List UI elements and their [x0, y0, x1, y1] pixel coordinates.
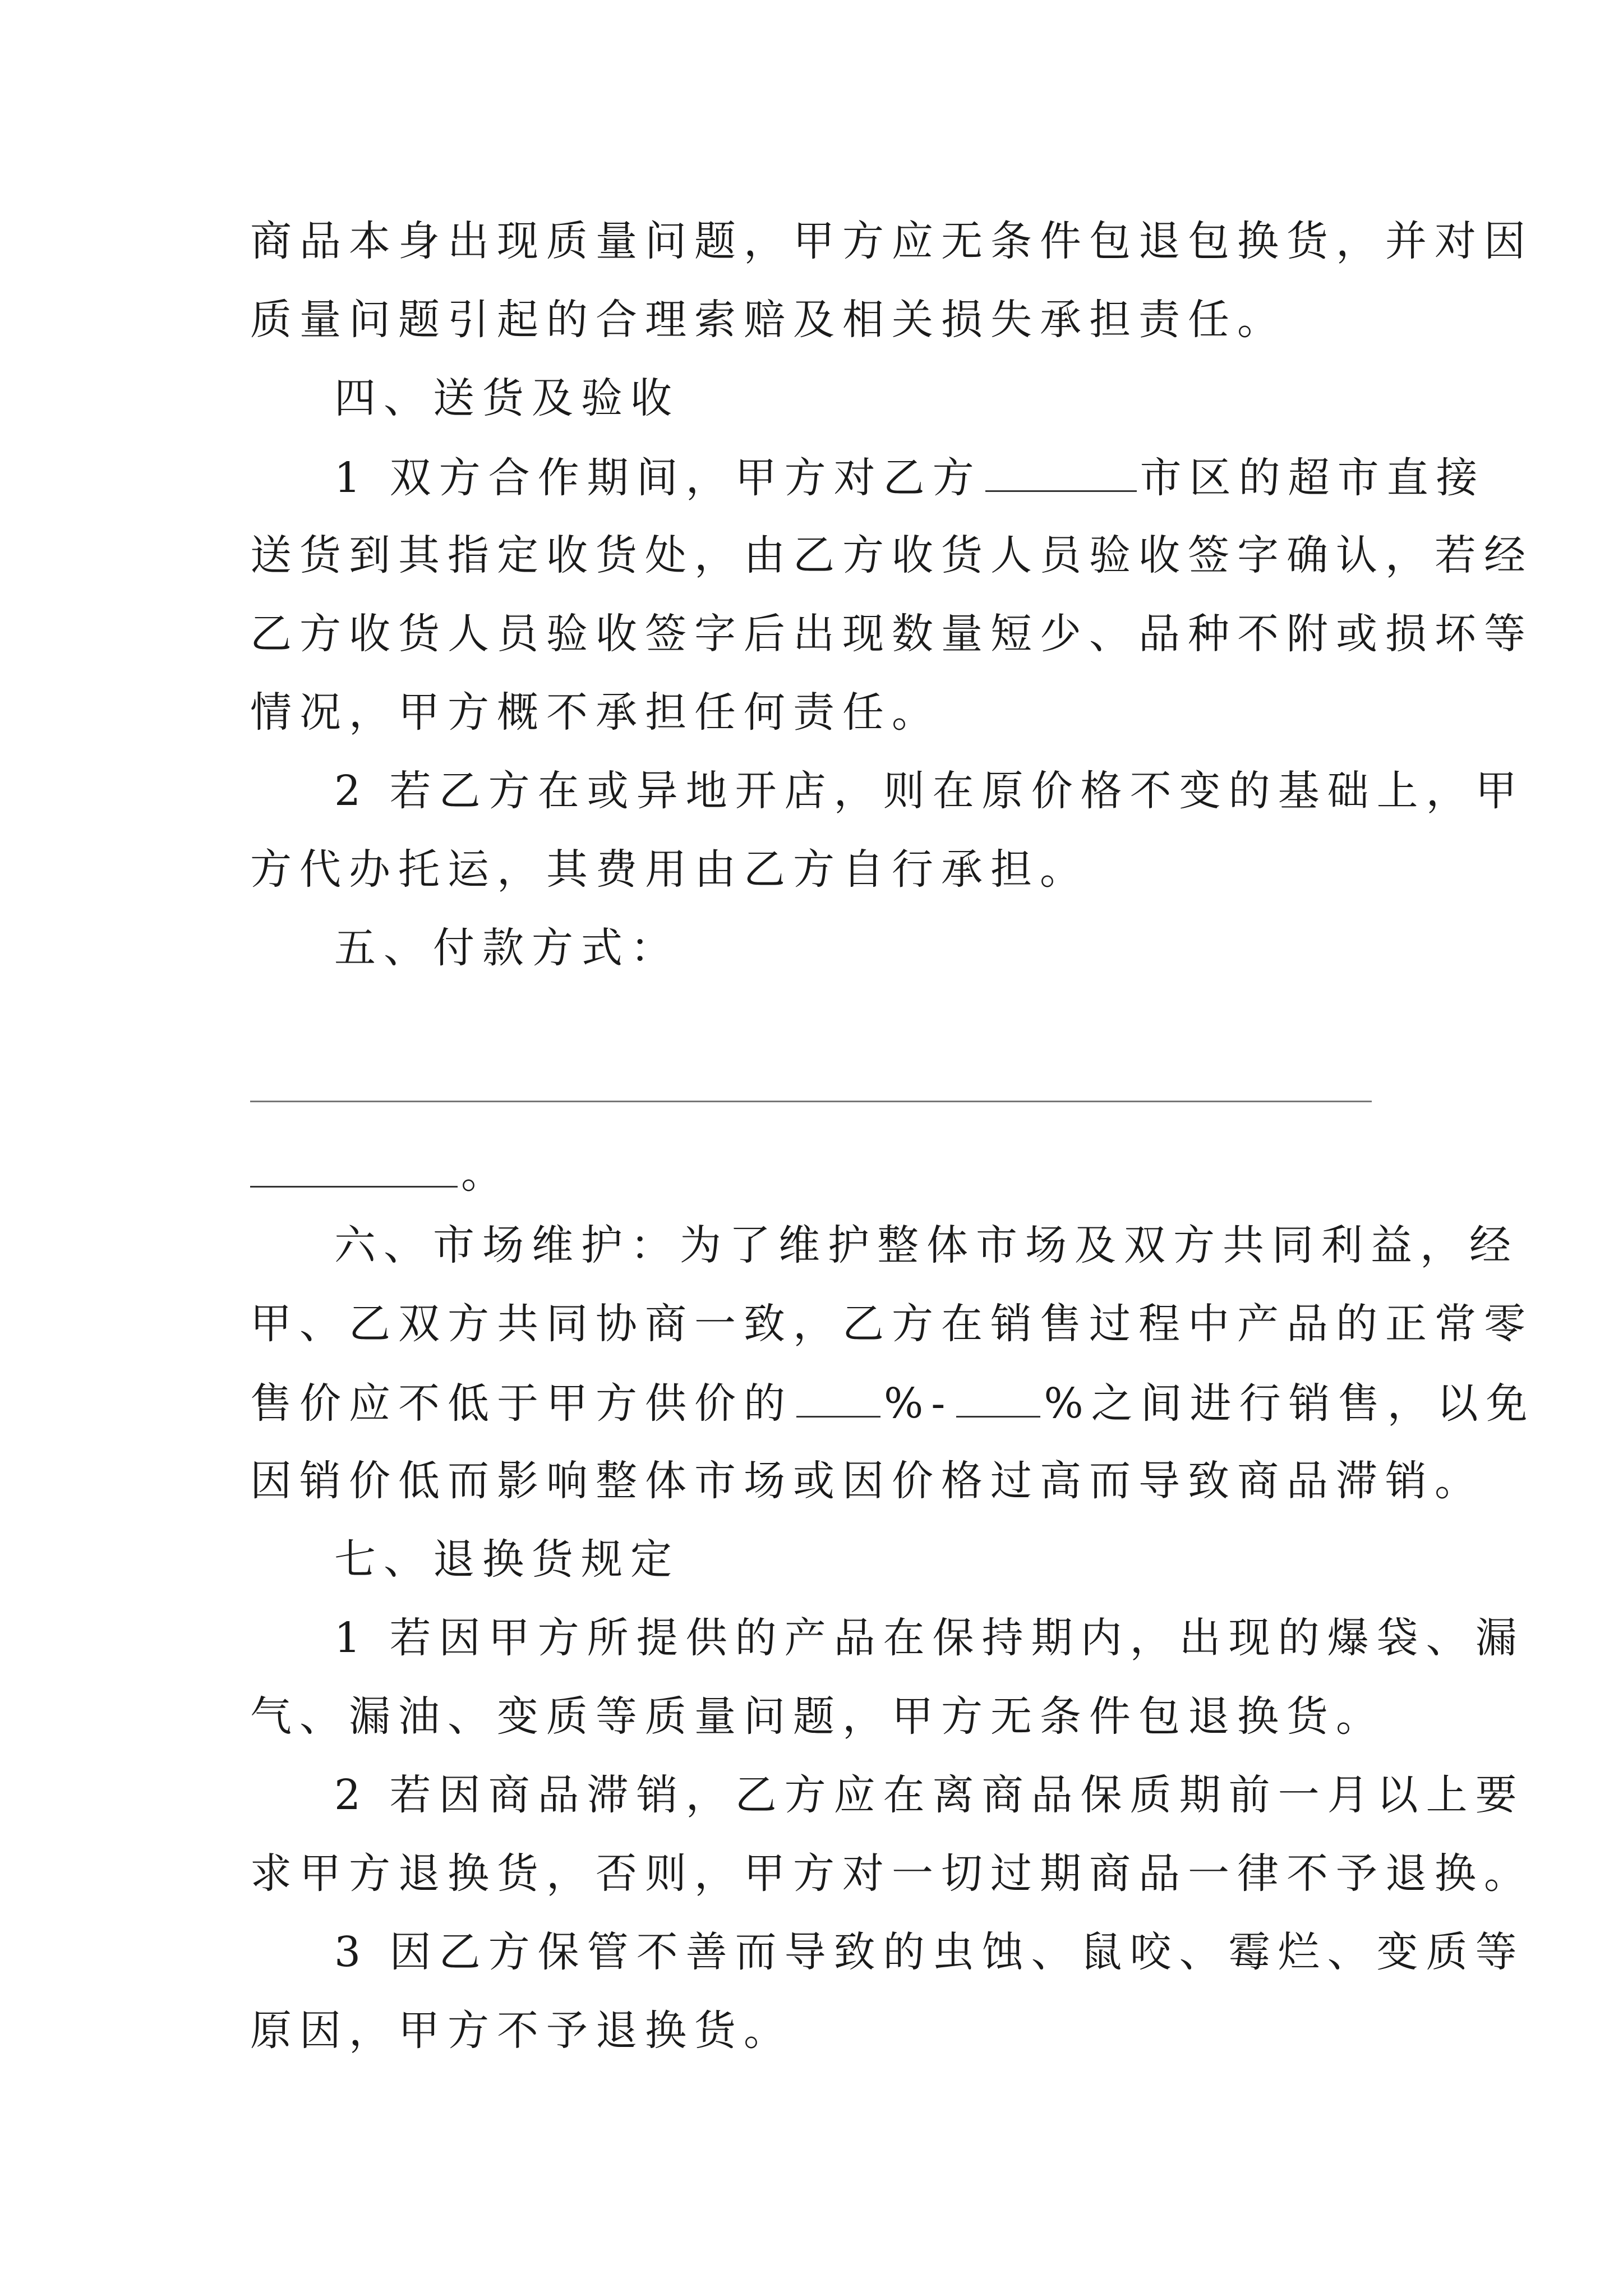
fill-in-blank-max-percent [956, 1374, 1040, 1418]
paragraph-line: 2 若因商品滞销，乙方应在离商品保质期前一月以上要 [334, 1771, 1525, 1819]
paragraph-line: 情况，甲方概不承担任何责任。 [250, 688, 941, 737]
paragraph-line: 气、漏油、变质等质量问题，甲方无条件包退换货。 [250, 1692, 1385, 1741]
clause-text: 1 双方合作期间，甲方对乙方 [334, 454, 982, 502]
paragraph-line: 送货到其指定收货处，由乙方收货人员验收签字确认，若经 [250, 531, 1533, 579]
clause-text: 售价应不低于甲方供价的 [250, 1379, 793, 1428]
paragraph-line: 原因，甲方不予退换货。 [250, 2007, 793, 2055]
paragraph-line: 甲、乙双方共同协商一致，乙方在销售过程中产品的正常零 [250, 1300, 1533, 1348]
paragraph-line: 3 因乙方保管不善而导致的虫蚀、鼠咬、霉烂、变质等 [334, 1928, 1525, 1976]
paragraph-line: 方代办托运，其费用由乙方自行承担。 [250, 845, 1089, 894]
clause-text: %- [884, 1379, 953, 1428]
section-heading-returns: 七、退换货规定 [334, 1535, 680, 1584]
paragraph-line: 乙方收货人员验收签字后出现数量短少、品种不附或损坏等 [250, 610, 1533, 658]
section-heading-market: 六、市场维护：为了维护整体市场及双方共同利益，经 [334, 1221, 1519, 1269]
paragraph-line [250, 1144, 510, 1200]
paragraph-line: 因销价低而影响整体市场或因价格过高而导致商品滞销。 [250, 1457, 1484, 1505]
fill-in-line-payment [250, 1101, 1372, 1102]
clause-text: %之间进行销售，以免 [1044, 1379, 1536, 1428]
fill-in-blank-payment [250, 1144, 458, 1188]
clause-text: 。 [461, 1149, 510, 1198]
paragraph-line: 1 若因甲方所提供的产品在保持期内，出现的爆袋、漏 [334, 1614, 1525, 1662]
paragraph-line [334, 449, 1486, 505]
paragraph-line: 质量问题引起的合理索赔及相关损失承担责任。 [250, 296, 1287, 344]
section-heading-payment: 五、付款方式： [334, 924, 680, 972]
paragraph-line: 2 若乙方在或异地开店，则在原价格不变的基础上，甲 [334, 767, 1525, 815]
section-heading-delivery: 四、送货及验收 [334, 374, 680, 422]
fill-in-blank-city [985, 449, 1137, 492]
paragraph-line [250, 1374, 1536, 1430]
clause-text: 市区的超市直接 [1140, 454, 1486, 502]
fill-in-blank-min-percent [796, 1374, 880, 1418]
paragraph-line: 商品本身出现质量问题，甲方应无条件包退包换货，并对因 [250, 217, 1533, 265]
paragraph-line: 求甲方退换货，否则，甲方对一切过期商品一律不予退换。 [250, 1849, 1533, 1898]
